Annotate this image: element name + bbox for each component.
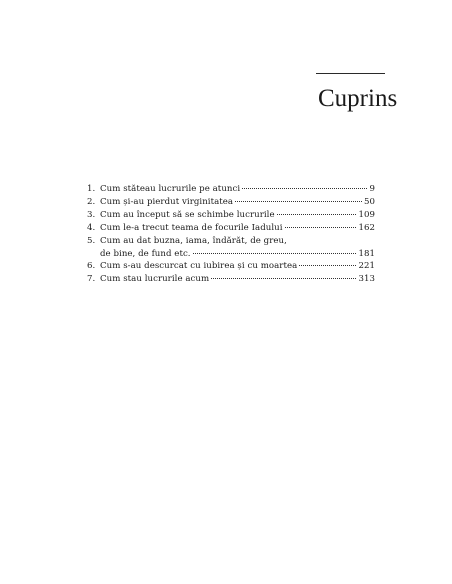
toc-entry-5 [87, 235, 375, 261]
toc-entry-title-line: Cum au dat buzna, iama, îndărăt, de greu, [100, 235, 287, 246]
toc-entry-page: 162 [358, 222, 375, 233]
toc-entry-number: 7. [87, 274, 96, 285]
toc-entry-title: Cum stau lucrurile acum [100, 274, 210, 285]
dot-leader [235, 201, 362, 202]
table-of-contents [87, 183, 375, 286]
toc-entry-title: Cum au început să se schimbe lucrurile [100, 209, 275, 220]
toc-entry-4 [87, 222, 375, 235]
toc-entry-number: 5. [87, 235, 96, 246]
dot-leader [299, 265, 356, 266]
toc-entry-3 [87, 209, 375, 222]
dot-leader [242, 188, 367, 189]
toc-entry-number: 2. [87, 196, 96, 207]
toc-entry-title: Cum stăteau lucrurile pe atunci [100, 184, 241, 194]
toc-entry-page: 9 [369, 184, 375, 194]
dot-leader [211, 278, 356, 279]
toc-entry-title: Cum s-au descurcat cu iubirea și cu moartea [100, 261, 298, 272]
toc-entry-number: 6. [87, 261, 96, 272]
dot-leader [277, 214, 357, 215]
toc-entry-6 [87, 260, 375, 273]
toc-entry-number: 3. [87, 209, 96, 220]
toc-entry-1 [87, 183, 375, 196]
toc-entry-page: 221 [358, 261, 375, 272]
toc-entry-number: 1. [87, 184, 96, 194]
toc-entry-title: Cum și-au pierdut virginitatea [100, 196, 234, 207]
toc-entry-page: 109 [358, 209, 375, 220]
page-title: Cuprins [318, 85, 398, 112]
dot-leader [285, 227, 357, 228]
toc-entry-title: de bine, de fund etc. [100, 248, 191, 259]
toc-entry-title: Cum le-a trecut teama de focurile Iadului [100, 222, 283, 233]
toc-entry-page: 181 [358, 248, 375, 259]
toc-entry-page: 50 [363, 196, 375, 207]
dot-leader [193, 253, 357, 254]
toc-entry-2 [87, 196, 375, 209]
title-rule [316, 73, 385, 74]
toc-entry-7 [87, 273, 375, 286]
toc-entry-number: 4. [87, 222, 96, 233]
toc-entry-page: 313 [358, 274, 375, 285]
